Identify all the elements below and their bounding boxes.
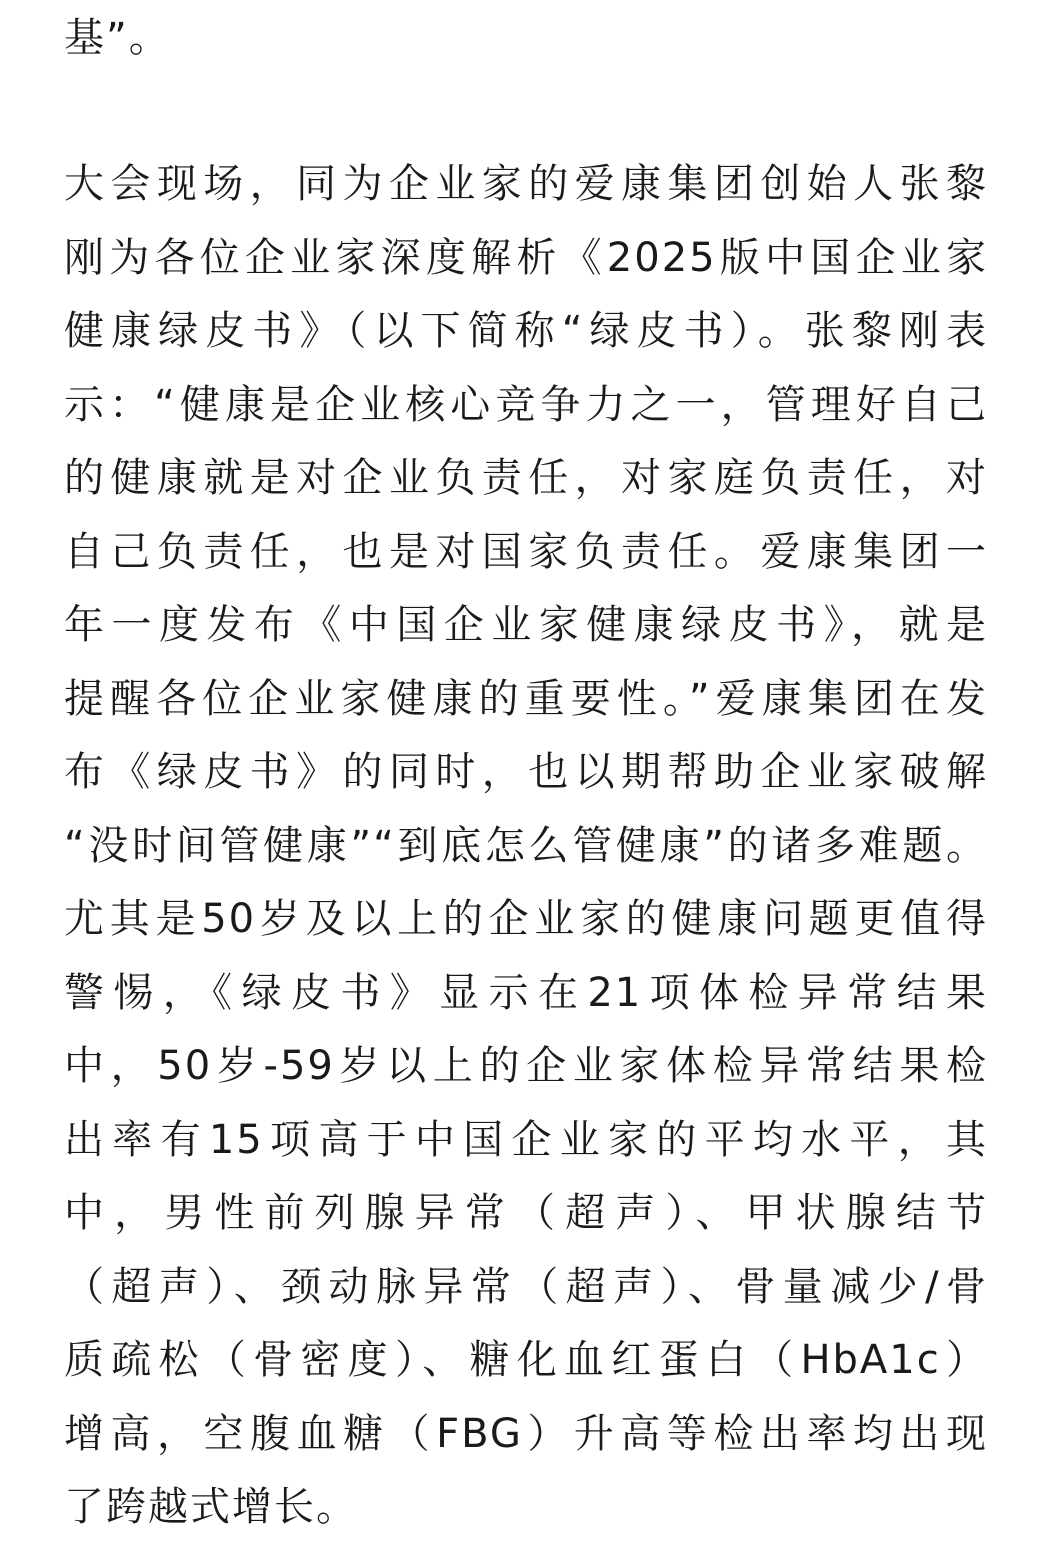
- paragraph-line: 提醒各位企业家健康的重要性。”爱康集团在发: [64, 675, 988, 722]
- paragraph-line: 增高，空腹血糖（FBG）升高等检出率均出现: [64, 1410, 988, 1457]
- paragraph-line: 中，男性前列腺异常（超声）、甲状腺结节: [64, 1190, 988, 1236]
- paragraph-line: 的健康就是对企业负责任，对家庭负责任，对: [64, 455, 988, 501]
- paragraph-line: 出率有15项高于中国企业家的平均水平，其: [64, 1116, 988, 1163]
- paragraph-line: “没时间管健康”“到底怎么管健康”的诸多难题。: [64, 822, 988, 869]
- paragraph-line: 警惕，《绿皮书》显示在21项体检异常结果: [64, 969, 988, 1016]
- paragraph-line: 了跨越式增长。: [64, 1484, 358, 1530]
- paragraph-line: 示：“健康是企业核心竞争力之一，管理好自己: [64, 381, 988, 428]
- paragraph-line: 健康绿皮书》（以下简称“绿皮书）。张黎刚表: [64, 308, 988, 354]
- paragraph-line: 刚为各位企业家深度解析《2025版中国企业家: [64, 234, 988, 281]
- paragraph-line: 大会现场，同为企业家的爱康集团创始人张黎: [64, 161, 988, 207]
- previous-paragraph-ending: 基”。: [64, 15, 171, 61]
- article-paragraph: [64, 148, 988, 1545]
- paragraph-line: 质疏松（骨密度）、糖化血红蛋白（HbA1c）: [64, 1337, 988, 1383]
- paragraph-line: 自己负责任，也是对国家负责任。爱康集团一: [64, 528, 988, 575]
- paragraph-line: 尤其是50岁及以上的企业家的健康问题更值得: [64, 896, 988, 942]
- paragraph-line: 布《绿皮书》的同时，也以期帮助企业家破解: [64, 749, 988, 795]
- paragraph-line: （超声）、颈动脉异常（超声）、骨量减少/骨: [64, 1263, 988, 1310]
- paragraph-line: 中，50岁-59岁以上的企业家体检异常结果检: [64, 1043, 988, 1089]
- paragraph-line: 年一度发布《中国企业家健康绿皮书》，就是: [64, 602, 988, 648]
- article-body: [64, 0, 988, 1530]
